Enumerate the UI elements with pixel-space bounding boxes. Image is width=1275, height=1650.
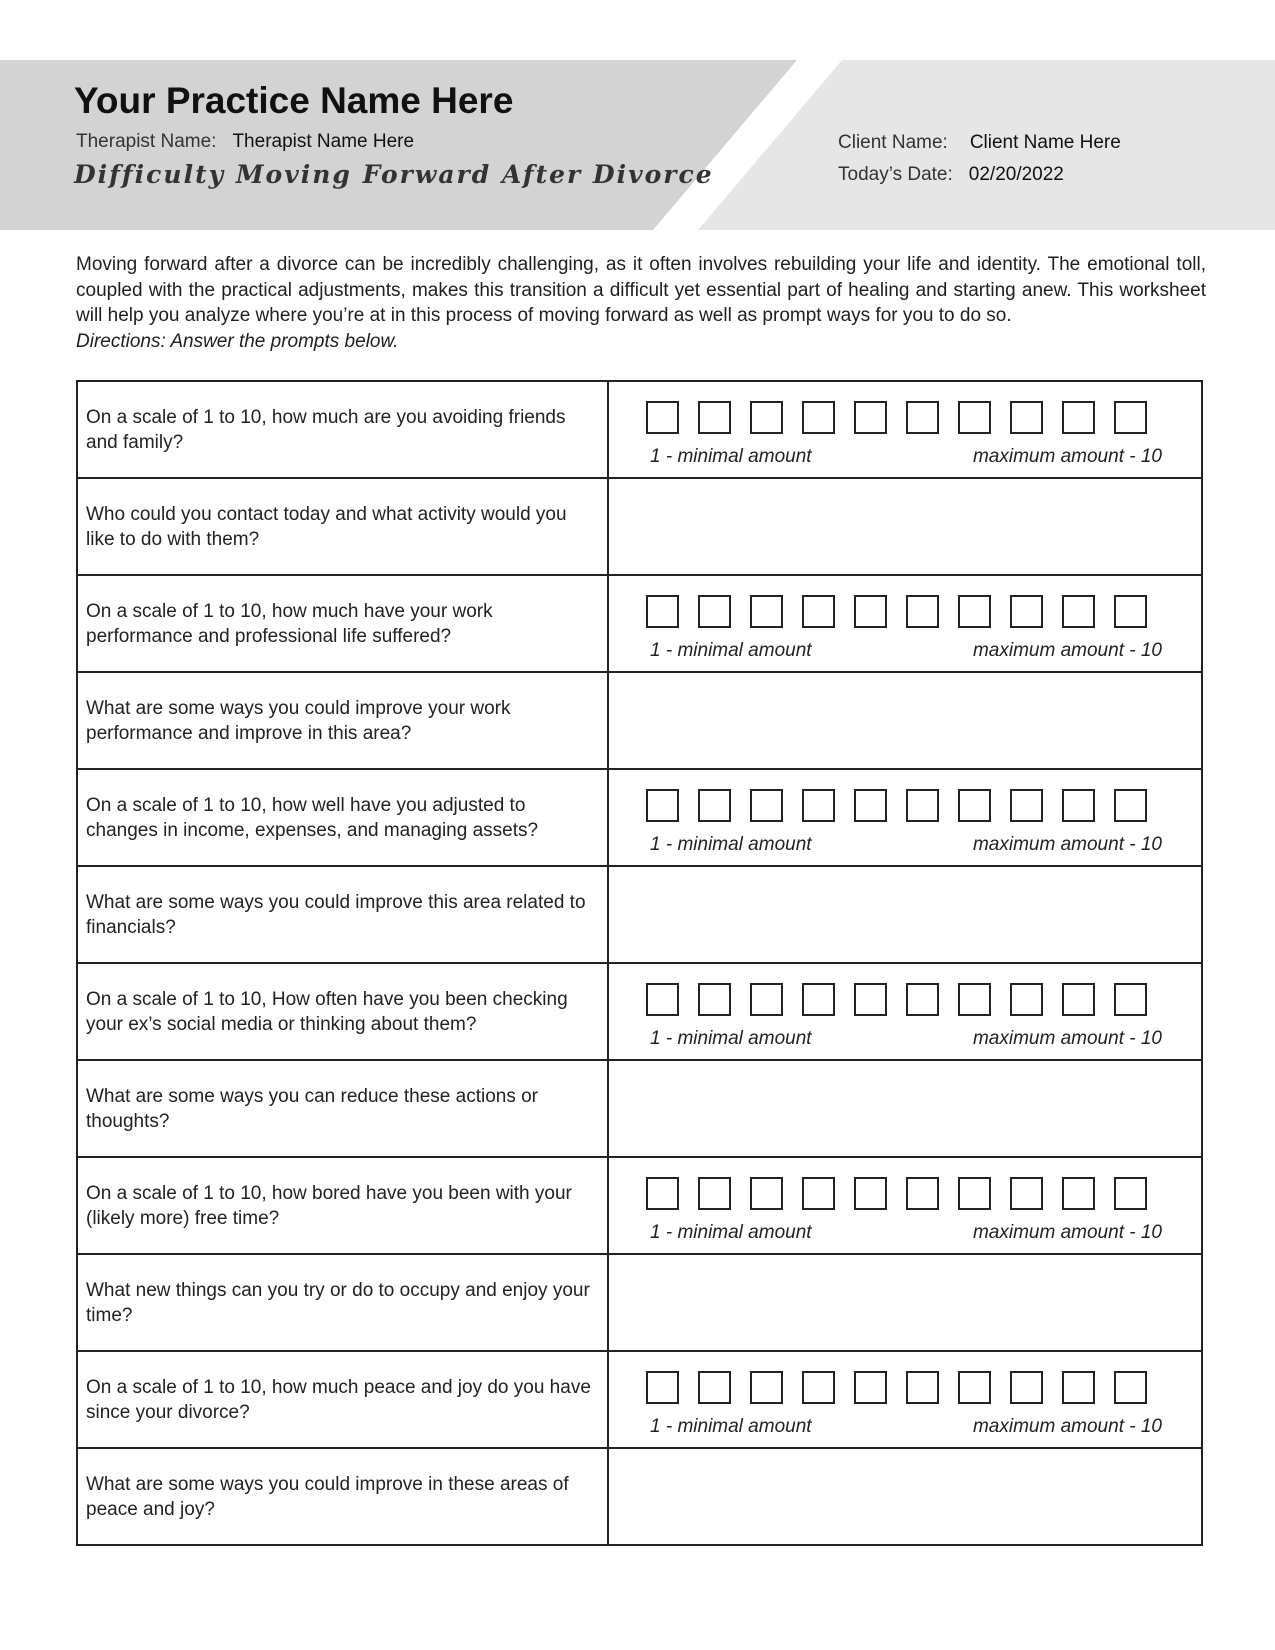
scale-min-label: 1 - minimal amount <box>650 834 812 855</box>
rating-checkbox[interactable] <box>958 595 991 628</box>
rating-checkbox[interactable] <box>1062 1177 1095 1210</box>
answer-field[interactable] <box>608 866 1202 963</box>
therapist-label: Therapist Name: <box>76 131 217 152</box>
rating-checkbox[interactable] <box>854 1177 887 1210</box>
rating-scale <box>608 1157 1202 1254</box>
prompt-row <box>77 1351 1202 1448</box>
rating-checkbox[interactable] <box>854 401 887 434</box>
rating-checkbox[interactable] <box>646 1177 679 1210</box>
rating-checkbox[interactable] <box>958 789 991 822</box>
prompt-row <box>77 478 1202 575</box>
rating-checkbox[interactable] <box>906 983 939 1016</box>
rating-scale <box>608 769 1202 866</box>
rating-checkbox[interactable] <box>750 789 783 822</box>
prompt-row <box>77 575 1202 672</box>
rating-checkbox-group <box>646 401 1147 434</box>
prompt-question: What are some ways you could improve in these areas of peace and joy? <box>77 1448 608 1545</box>
prompt-row <box>77 963 1202 1060</box>
rating-checkbox-group <box>646 789 1147 822</box>
rating-checkbox[interactable] <box>1114 401 1147 434</box>
rating-checkbox[interactable] <box>750 1177 783 1210</box>
rating-checkbox[interactable] <box>906 789 939 822</box>
scale-max-label: maximum amount - 10 <box>972 1416 1162 1437</box>
prompt-row <box>77 1254 1202 1351</box>
rating-checkbox[interactable] <box>646 983 679 1016</box>
prompt-question: What are some ways you could improve your work performance and improve in this area? <box>77 672 608 769</box>
client-field <box>838 132 1121 154</box>
rating-checkbox[interactable] <box>1010 401 1043 434</box>
scale-max-label: maximum amount - 10 <box>972 1222 1162 1243</box>
rating-checkbox[interactable] <box>854 983 887 1016</box>
rating-checkbox[interactable] <box>906 401 939 434</box>
prompt-question: On a scale of 1 to 10, how much are you avoiding friends and family? <box>77 381 608 478</box>
rating-checkbox[interactable] <box>646 789 679 822</box>
rating-checkbox[interactable] <box>1114 983 1147 1016</box>
rating-checkbox[interactable] <box>750 595 783 628</box>
rating-checkbox[interactable] <box>1010 595 1043 628</box>
prompt-row <box>77 769 1202 866</box>
rating-checkbox[interactable] <box>1114 1371 1147 1404</box>
rating-checkbox[interactable] <box>1114 595 1147 628</box>
rating-scale <box>608 1351 1202 1448</box>
prompt-row <box>77 866 1202 963</box>
prompt-row <box>77 1060 1202 1157</box>
prompt-question: On a scale of 1 to 10, how much peace and joy do you have since your divorce? <box>77 1351 608 1448</box>
rating-scale <box>608 381 1202 478</box>
prompts-table <box>76 380 1203 1546</box>
rating-checkbox[interactable] <box>802 789 835 822</box>
scale-min-label: 1 - minimal amount <box>650 1416 812 1437</box>
prompt-question: On a scale of 1 to 10, how bored have you been with your (likely more) free time? <box>77 1157 608 1254</box>
scale-max-label: maximum amount - 10 <box>972 834 1162 855</box>
rating-checkbox-group <box>646 1371 1147 1404</box>
rating-checkbox[interactable] <box>802 983 835 1016</box>
rating-checkbox[interactable] <box>854 595 887 628</box>
rating-checkbox[interactable] <box>1062 789 1095 822</box>
rating-checkbox[interactable] <box>802 1177 835 1210</box>
date-label: Today’s Date: <box>838 164 953 185</box>
date-value[interactable]: 02/20/2022 <box>968 164 1064 185</box>
rating-checkbox[interactable] <box>698 789 731 822</box>
scale-min-label: 1 - minimal amount <box>650 1028 812 1049</box>
rating-checkbox[interactable] <box>698 1177 731 1210</box>
rating-checkbox[interactable] <box>646 401 679 434</box>
scale-max-label: maximum amount - 10 <box>972 1028 1162 1049</box>
rating-checkbox-group <box>646 983 1147 1016</box>
rating-checkbox[interactable] <box>750 983 783 1016</box>
scale-max-label: maximum amount - 10 <box>972 446 1162 467</box>
header-banner <box>0 60 1275 230</box>
prompt-question: What are some ways you can reduce these actions or thoughts? <box>77 1060 608 1157</box>
intro <box>76 252 1206 354</box>
client-value[interactable]: Client Name Here <box>969 132 1121 153</box>
therapist-field <box>76 131 414 153</box>
rating-checkbox[interactable] <box>854 1371 887 1404</box>
answer-field[interactable] <box>608 1448 1202 1545</box>
rating-checkbox[interactable] <box>698 595 731 628</box>
prompt-row <box>77 672 1202 769</box>
client-label: Client Name: <box>838 132 948 153</box>
rating-checkbox[interactable] <box>698 983 731 1016</box>
rating-checkbox[interactable] <box>750 1371 783 1404</box>
answer-field[interactable] <box>608 478 1202 575</box>
date-field <box>838 164 1064 186</box>
answer-field[interactable] <box>608 672 1202 769</box>
rating-checkbox[interactable] <box>802 1371 835 1404</box>
therapist-value[interactable]: Therapist Name Here <box>232 131 415 152</box>
intro-text: Moving forward after a divorce can be incredibly challenging, as it often involves rebuilding your life and identity. The emotional toll, coupled with the practical adjustments, makes this transition a difficult yet essential part of healing and starting anew. This worksheet will help you analyze where you’re at in this process of moving forward as well as prompt ways for you to do so. <box>76 254 1206 326</box>
prompt-row <box>77 1157 1202 1254</box>
prompt-question: On a scale of 1 to 10, how well have you adjusted to changes in income, expenses, and managing assets? <box>77 769 608 866</box>
rating-scale <box>608 575 1202 672</box>
rating-checkbox[interactable] <box>646 1371 679 1404</box>
rating-checkbox-group <box>646 1177 1147 1210</box>
rating-checkbox[interactable] <box>906 1371 939 1404</box>
rating-checkbox-group <box>646 595 1147 628</box>
answer-field[interactable] <box>608 1060 1202 1157</box>
rating-checkbox[interactable] <box>1062 401 1095 434</box>
rating-checkbox[interactable] <box>958 401 991 434</box>
rating-checkbox[interactable] <box>698 401 731 434</box>
rating-checkbox[interactable] <box>958 983 991 1016</box>
rating-checkbox[interactable] <box>958 1177 991 1210</box>
scale-min-label: 1 - minimal amount <box>650 640 812 661</box>
prompt-question: On a scale of 1 to 10, how much have your work performance and professional life suffered? <box>77 575 608 672</box>
rating-checkbox[interactable] <box>1062 595 1095 628</box>
rating-checkbox[interactable] <box>1010 1177 1043 1210</box>
directions-text: Directions: Answer the prompts below. <box>76 330 399 352</box>
rating-checkbox[interactable] <box>646 595 679 628</box>
rating-checkbox[interactable] <box>1010 983 1043 1016</box>
scale-max-label: maximum amount - 10 <box>972 640 1162 661</box>
worksheet-title: Difficulty Moving Forward After Divorce <box>74 160 714 189</box>
prompt-question: What new things can you try or do to occupy and enjoy your time? <box>77 1254 608 1351</box>
rating-checkbox[interactable] <box>1114 789 1147 822</box>
rating-checkbox[interactable] <box>1010 1371 1043 1404</box>
rating-checkbox[interactable] <box>698 1371 731 1404</box>
rating-checkbox[interactable] <box>906 1177 939 1210</box>
prompt-question: Who could you contact today and what activity would you like to do with them? <box>77 478 608 575</box>
practice-name: Your Practice Name Here <box>74 80 514 121</box>
rating-checkbox[interactable] <box>1010 789 1043 822</box>
scale-min-label: 1 - minimal amount <box>650 1222 812 1243</box>
rating-checkbox[interactable] <box>958 1371 991 1404</box>
rating-checkbox[interactable] <box>1062 983 1095 1016</box>
rating-checkbox[interactable] <box>1062 1371 1095 1404</box>
prompt-question: What are some ways you could improve this area related to financials? <box>77 866 608 963</box>
prompt-row <box>77 1448 1202 1545</box>
rating-checkbox[interactable] <box>1114 1177 1147 1210</box>
rating-checkbox[interactable] <box>802 595 835 628</box>
rating-checkbox[interactable] <box>854 789 887 822</box>
answer-field[interactable] <box>608 1254 1202 1351</box>
rating-checkbox[interactable] <box>906 595 939 628</box>
rating-checkbox[interactable] <box>750 401 783 434</box>
prompt-row <box>77 381 1202 478</box>
scale-min-label: 1 - minimal amount <box>650 446 812 467</box>
prompt-question: On a scale of 1 to 10, How often have you been checking your ex’s social media or thinking about them? <box>77 963 608 1060</box>
rating-scale <box>608 963 1202 1060</box>
rating-checkbox[interactable] <box>802 401 835 434</box>
